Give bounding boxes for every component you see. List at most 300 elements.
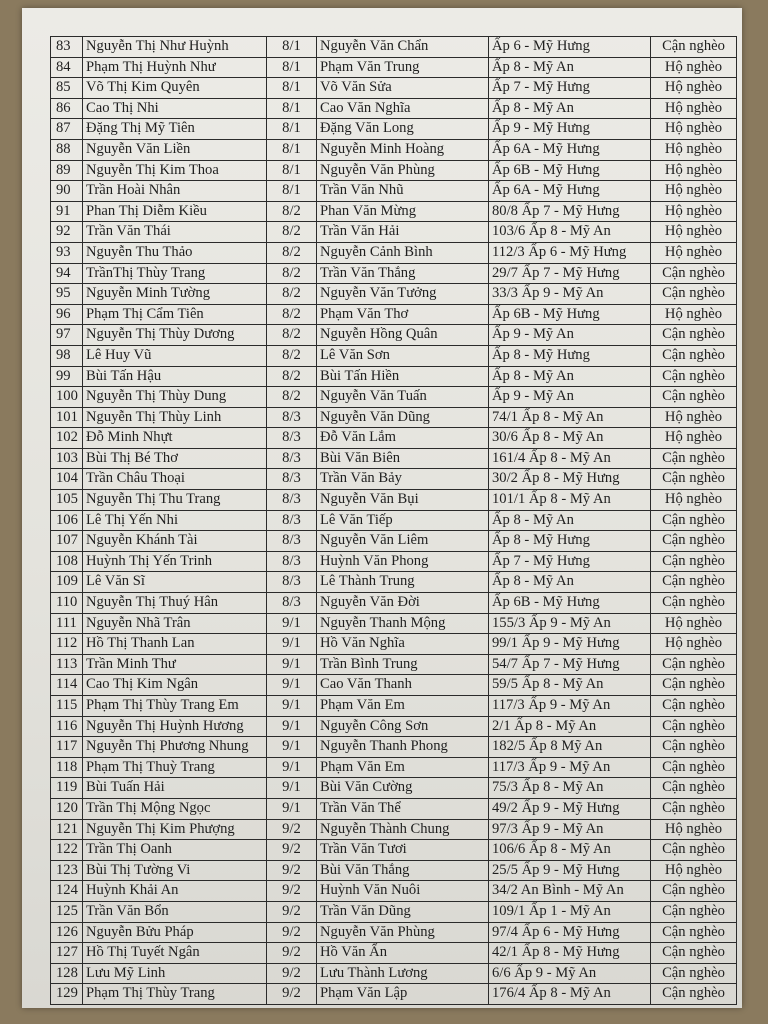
row-number: 126 — [51, 923, 83, 944]
student-name: Nguyễn Thị Thu Trang — [83, 490, 267, 511]
address: 109/1 Ấp 1 - Mỹ An — [489, 902, 651, 923]
class-date: 8/3 — [267, 572, 317, 593]
student-name: Bùi Tấn Hậu — [83, 367, 267, 388]
guardian-name: Trần Văn Bảy — [317, 469, 489, 490]
address: 99/1 Ấp 9 - Mỹ Hưng — [489, 634, 651, 655]
address: 117/3 Ấp 9 - Mỹ An — [489, 758, 651, 779]
household-status: Hộ nghèo — [651, 408, 737, 429]
student-name: Trần Minh Thư — [83, 655, 267, 676]
household-status: Cận nghèo — [651, 367, 737, 388]
table-row — [51, 202, 737, 223]
class-date: 9/2 — [267, 923, 317, 944]
household-status: Cận nghèo — [651, 325, 737, 346]
guardian-name: Đặng Văn Long — [317, 119, 489, 140]
class-date: 8/2 — [267, 202, 317, 223]
row-number: 109 — [51, 572, 83, 593]
address: 97/3 Ấp 9 - Mỹ An — [489, 820, 651, 841]
class-date: 9/1 — [267, 655, 317, 676]
class-date: 8/1 — [267, 37, 317, 58]
student-name: Phạm Thị Thuỳ Trang — [83, 758, 267, 779]
row-number: 117 — [51, 737, 83, 758]
household-status: Cận nghèo — [651, 902, 737, 923]
class-date: 9/2 — [267, 881, 317, 902]
student-name: Trần Thị Mộng Ngọc — [83, 799, 267, 820]
household-status: Hộ nghèo — [651, 305, 737, 326]
table-row — [51, 367, 737, 388]
row-number: 96 — [51, 305, 83, 326]
student-name: Hồ Thị Tuyết Ngân — [83, 943, 267, 964]
row-number: 128 — [51, 964, 83, 985]
student-name: Lê Huy Vũ — [83, 346, 267, 367]
class-date: 9/1 — [267, 614, 317, 635]
table-row — [51, 408, 737, 429]
class-date: 8/3 — [267, 469, 317, 490]
table-row — [51, 593, 737, 614]
class-date: 8/3 — [267, 511, 317, 532]
household-status: Cận nghèo — [651, 778, 737, 799]
class-date: 9/1 — [267, 675, 317, 696]
class-date: 8/1 — [267, 181, 317, 202]
household-status: Cận nghèo — [651, 717, 737, 738]
table-row — [51, 325, 737, 346]
address: 30/2 Ấp 8 - Mỹ Hưng — [489, 469, 651, 490]
student-name: Hồ Thị Thanh Lan — [83, 634, 267, 655]
table-row — [51, 984, 737, 1005]
address: Ấp 9 - Mỹ An — [489, 325, 651, 346]
address: 80/8 Ấp 7 - Mỹ Hưng — [489, 202, 651, 223]
row-number: 89 — [51, 161, 83, 182]
household-status: Cận nghèo — [651, 943, 737, 964]
row-number: 90 — [51, 181, 83, 202]
table-row — [51, 58, 737, 79]
student-name: Cao Thị Nhi — [83, 99, 267, 120]
table-row — [51, 119, 737, 140]
student-name: Lê Văn Sĩ — [83, 572, 267, 593]
guardian-name: Phạm Văn Trung — [317, 58, 489, 79]
row-number: 95 — [51, 284, 83, 305]
table-row — [51, 861, 737, 882]
student-name: Nguyễn Thu Thảo — [83, 243, 267, 264]
class-date: 8/2 — [267, 243, 317, 264]
address: Ấp 6A - Mỹ Hưng — [489, 140, 651, 161]
table-row — [51, 758, 737, 779]
household-status: Cận nghèo — [651, 881, 737, 902]
guardian-name: Trần Văn Thắng — [317, 264, 489, 285]
guardian-name: Nguyễn Văn Dũng — [317, 408, 489, 429]
row-number: 100 — [51, 387, 83, 408]
class-date: 8/1 — [267, 78, 317, 99]
paper-sheet — [22, 8, 742, 1008]
row-number: 104 — [51, 469, 83, 490]
table-row — [51, 614, 737, 635]
household-status: Hộ nghèo — [651, 140, 737, 161]
class-date: 9/2 — [267, 840, 317, 861]
row-number: 105 — [51, 490, 83, 511]
household-status: Hộ nghèo — [651, 614, 737, 635]
row-number: 107 — [51, 531, 83, 552]
student-name: Phạm Thị Thùy Trang Em — [83, 696, 267, 717]
guardian-name: Võ Văn Sửa — [317, 78, 489, 99]
table-row — [51, 140, 737, 161]
household-status: Cận nghèo — [651, 264, 737, 285]
row-number: 85 — [51, 78, 83, 99]
student-name: Lê Thị Yến Nhi — [83, 511, 267, 532]
table-row — [51, 284, 737, 305]
student-name: Huỳnh Khải An — [83, 881, 267, 902]
address: 161/4 Ấp 8 - Mỹ An — [489, 449, 651, 470]
row-number: 121 — [51, 820, 83, 841]
table-row — [51, 181, 737, 202]
row-number: 112 — [51, 634, 83, 655]
guardian-name: Huỳnh Văn Phong — [317, 552, 489, 573]
student-name: Nguyễn Thị Kim Phượng — [83, 820, 267, 841]
address: Ấp 6B - Mỹ Hưng — [489, 305, 651, 326]
class-date: 9/2 — [267, 964, 317, 985]
guardian-name: Lưu Thành Lương — [317, 964, 489, 985]
row-number: 91 — [51, 202, 83, 223]
table-row — [51, 881, 737, 902]
row-number: 118 — [51, 758, 83, 779]
row-number: 124 — [51, 881, 83, 902]
household-status: Hộ nghèo — [651, 99, 737, 120]
student-table — [50, 36, 737, 1005]
student-name: Nguyễn Thị Thùy Linh — [83, 408, 267, 429]
guardian-name: Cao Văn Nghĩa — [317, 99, 489, 120]
student-name: Nguyễn Văn Liền — [83, 140, 267, 161]
row-number: 115 — [51, 696, 83, 717]
household-status: Cận nghèo — [651, 675, 737, 696]
class-date: 9/1 — [267, 799, 317, 820]
household-status: Cận nghèo — [651, 655, 737, 676]
address: 103/6 Ấp 8 - Mỹ An — [489, 222, 651, 243]
table-row — [51, 717, 737, 738]
guardian-name: Nguyễn Văn Tưởng — [317, 284, 489, 305]
table-row — [51, 305, 737, 326]
row-number: 86 — [51, 99, 83, 120]
class-date: 9/1 — [267, 634, 317, 655]
household-status: Hộ nghèo — [651, 222, 737, 243]
row-number: 106 — [51, 511, 83, 532]
student-name: Đỗ Minh Nhựt — [83, 428, 267, 449]
table-row — [51, 37, 737, 58]
household-status: Hộ nghèo — [651, 161, 737, 182]
student-name: Trần Châu Thoại — [83, 469, 267, 490]
household-status: Cận nghèo — [651, 572, 737, 593]
class-date: 8/3 — [267, 552, 317, 573]
row-number: 102 — [51, 428, 83, 449]
address: Ấp 7 - Mỹ Hưng — [489, 552, 651, 573]
household-status: Hộ nghèo — [651, 181, 737, 202]
table-row — [51, 264, 737, 285]
guardian-name: Bùi Văn Cường — [317, 778, 489, 799]
table-row — [51, 552, 737, 573]
household-status: Hộ nghèo — [651, 428, 737, 449]
household-status: Cận nghèo — [651, 449, 737, 470]
guardian-name: Trần Bình Trung — [317, 655, 489, 676]
household-status: Cận nghèo — [651, 758, 737, 779]
student-name: Bùi Thị Bé Thơ — [83, 449, 267, 470]
student-name: Võ Thị Kim Quyên — [83, 78, 267, 99]
student-name: Nguyễn Thị Như Huỳnh — [83, 37, 267, 58]
address: Ấp 6B - Mỹ Hưng — [489, 593, 651, 614]
class-date: 8/2 — [267, 325, 317, 346]
table-row — [51, 675, 737, 696]
address: 42/1 Ấp 8 - Mỹ Hưng — [489, 943, 651, 964]
class-date: 8/1 — [267, 140, 317, 161]
row-number: 97 — [51, 325, 83, 346]
guardian-name: Nguyễn Thanh Mộng — [317, 614, 489, 635]
class-date: 9/1 — [267, 758, 317, 779]
row-number: 92 — [51, 222, 83, 243]
address: Ấp 7 - Mỹ Hưng — [489, 78, 651, 99]
student-name: Nguyễn Thị Thùy Dương — [83, 325, 267, 346]
address: 30/6 Ấp 8 - Mỹ An — [489, 428, 651, 449]
address: 49/2 Ấp 9 - Mỹ Hưng — [489, 799, 651, 820]
household-status: Cận nghèo — [651, 284, 737, 305]
class-date: 8/1 — [267, 119, 317, 140]
guardian-name: Cao Văn Thanh — [317, 675, 489, 696]
address: Ấp 8 - Mỹ Hưng — [489, 531, 651, 552]
table-row — [51, 387, 737, 408]
household-status: Cận nghèo — [651, 923, 737, 944]
row-number: 101 — [51, 408, 83, 429]
address: Ấp 8 - Mỹ An — [489, 572, 651, 593]
guardian-name: Trần Văn Tươi — [317, 840, 489, 861]
student-name: Phan Thị Diễm Kiều — [83, 202, 267, 223]
household-status: Cận nghèo — [651, 696, 737, 717]
guardian-name: Nguyễn Thanh Phong — [317, 737, 489, 758]
guardian-name: Nguyễn Văn Chẩn — [317, 37, 489, 58]
student-name: Phạm Thị Thùy Trang — [83, 984, 267, 1005]
class-date: 8/1 — [267, 58, 317, 79]
student-name: TrầnThị Thùy Trang — [83, 264, 267, 285]
student-name: Lưu Mỹ Linh — [83, 964, 267, 985]
table-row — [51, 655, 737, 676]
class-date: 8/1 — [267, 161, 317, 182]
address: Ấp 8 - Mỹ An — [489, 99, 651, 120]
student-name: Nguyễn Thị Thuý Hân — [83, 593, 267, 614]
address: 2/1 Ấp 8 - Mỹ An — [489, 717, 651, 738]
guardian-name: Trần Văn Thể — [317, 799, 489, 820]
table-row — [51, 161, 737, 182]
household-status: Cận nghèo — [651, 593, 737, 614]
table-row — [51, 99, 737, 120]
row-number: 113 — [51, 655, 83, 676]
address: Ấp 6 - Mỹ Hưng — [489, 37, 651, 58]
household-status: Hộ nghèo — [651, 243, 737, 264]
class-date: 9/1 — [267, 696, 317, 717]
address: 112/3 Ấp 6 - Mỹ Hưng — [489, 243, 651, 264]
guardian-name: Nguyễn Văn Phùng — [317, 161, 489, 182]
table-row — [51, 428, 737, 449]
household-status: Hộ nghèo — [651, 861, 737, 882]
student-name: Nguyễn Nhã Trân — [83, 614, 267, 635]
guardian-name: Nguyễn Văn Bụi — [317, 490, 489, 511]
class-date: 8/2 — [267, 387, 317, 408]
guardian-name: Đỗ Văn Lắm — [317, 428, 489, 449]
table-row — [51, 78, 737, 99]
class-date: 8/2 — [267, 346, 317, 367]
student-name: Phạm Thị Huỳnh Như — [83, 58, 267, 79]
guardian-name: Lê Thành Trung — [317, 572, 489, 593]
address: 33/3 Ấp 9 - Mỹ An — [489, 284, 651, 305]
student-name: Cao Thị Kim Ngân — [83, 675, 267, 696]
table-row — [51, 511, 737, 532]
guardian-name: Nguyễn Văn Tuấn — [317, 387, 489, 408]
household-status: Hộ nghèo — [651, 820, 737, 841]
address: Ấp 9 - Mỹ An — [489, 387, 651, 408]
table-row — [51, 243, 737, 264]
table-row — [51, 902, 737, 923]
row-number: 114 — [51, 675, 83, 696]
guardian-name: Lê Văn Tiếp — [317, 511, 489, 532]
row-number: 116 — [51, 717, 83, 738]
guardian-name: Trần Văn Nhũ — [317, 181, 489, 202]
household-status: Cận nghèo — [651, 964, 737, 985]
guardian-name: Nguyễn Văn Đời — [317, 593, 489, 614]
class-date: 8/3 — [267, 449, 317, 470]
address: Ấp 8 - Mỹ Hưng — [489, 346, 651, 367]
student-name: Nguyễn Minh Tường — [83, 284, 267, 305]
household-status: Cận nghèo — [651, 984, 737, 1005]
table-row — [51, 222, 737, 243]
address: Ấp 8 - Mỹ An — [489, 58, 651, 79]
guardian-name: Phạm Văn Lập — [317, 984, 489, 1005]
class-date: 8/2 — [267, 305, 317, 326]
row-number: 83 — [51, 37, 83, 58]
row-number: 129 — [51, 984, 83, 1005]
guardian-name: Phạm Văn Thơ — [317, 305, 489, 326]
address: 106/6 Ấp 8 - Mỹ An — [489, 840, 651, 861]
table-row — [51, 634, 737, 655]
row-number: 84 — [51, 58, 83, 79]
address: 101/1 Ấp 8 - Mỹ An — [489, 490, 651, 511]
address: 176/4 Ấp 8 - Mỹ An — [489, 984, 651, 1005]
address: 59/5 Ấp 8 - Mỹ An — [489, 675, 651, 696]
household-status: Hộ nghèo — [651, 202, 737, 223]
class-date: 8/2 — [267, 284, 317, 305]
class-date: 8/2 — [267, 222, 317, 243]
row-number: 93 — [51, 243, 83, 264]
guardian-name: Nguyễn Công Sơn — [317, 717, 489, 738]
household-status: Hộ nghèo — [651, 634, 737, 655]
class-date: 9/2 — [267, 984, 317, 1005]
class-date: 9/2 — [267, 943, 317, 964]
table-row — [51, 840, 737, 861]
guardian-name: Bùi Văn Thắng — [317, 861, 489, 882]
row-number: 123 — [51, 861, 83, 882]
address: 34/2 An Bình - Mỹ An — [489, 881, 651, 902]
guardian-name: Trần Văn Hải — [317, 222, 489, 243]
student-name: Phạm Thị Cẩm Tiên — [83, 305, 267, 326]
table-row — [51, 923, 737, 944]
class-date: 8/3 — [267, 490, 317, 511]
student-name: Nguyễn Thị Phương Nhung — [83, 737, 267, 758]
table-row — [51, 449, 737, 470]
row-number: 99 — [51, 367, 83, 388]
guardian-name: Bùi Văn Biên — [317, 449, 489, 470]
guardian-name: Lê Văn Sơn — [317, 346, 489, 367]
household-status: Cận nghèo — [651, 840, 737, 861]
table-row — [51, 572, 737, 593]
class-date: 8/3 — [267, 428, 317, 449]
student-name: Huỳnh Thị Yến Trinh — [83, 552, 267, 573]
table-row — [51, 346, 737, 367]
table-row — [51, 696, 737, 717]
guardian-name: Nguyễn Văn Liêm — [317, 531, 489, 552]
class-date: 8/3 — [267, 408, 317, 429]
guardian-name: Nguyễn Thành Chung — [317, 820, 489, 841]
student-name: Nguyễn Thị Huỳnh Hương — [83, 717, 267, 738]
address: 117/3 Ấp 9 - Mỹ An — [489, 696, 651, 717]
student-name: Trần Văn Bổn — [83, 902, 267, 923]
address: Ấp 6A - Mỹ Hưng — [489, 181, 651, 202]
address: 74/1 Ấp 8 - Mỹ An — [489, 408, 651, 429]
household-status: Cận nghèo — [651, 552, 737, 573]
table-row — [51, 531, 737, 552]
table-row — [51, 943, 737, 964]
guardian-name: Nguyễn Cảnh Bình — [317, 243, 489, 264]
class-date: 8/2 — [267, 367, 317, 388]
guardian-name: Hồ Văn Nghĩa — [317, 634, 489, 655]
class-date: 8/3 — [267, 531, 317, 552]
student-name: Trần Hoài Nhân — [83, 181, 267, 202]
guardian-name: Phan Văn Mừng — [317, 202, 489, 223]
household-status: Hộ nghèo — [651, 119, 737, 140]
student-name: Đặng Thị Mỹ Tiên — [83, 119, 267, 140]
guardian-name: Phạm Văn Em — [317, 758, 489, 779]
row-number: 110 — [51, 593, 83, 614]
guardian-name: Trần Văn Dũng — [317, 902, 489, 923]
guardian-name: Nguyễn Văn Phùng — [317, 923, 489, 944]
guardian-name: Hồ Văn Ẩn — [317, 943, 489, 964]
address: 155/3 Ấp 9 - Mỹ An — [489, 614, 651, 635]
address: Ấp 6B - Mỹ Hưng — [489, 161, 651, 182]
row-number: 122 — [51, 840, 83, 861]
class-date: 9/1 — [267, 717, 317, 738]
guardian-name: Nguyễn Minh Hoàng — [317, 140, 489, 161]
household-status: Cận nghèo — [651, 531, 737, 552]
row-number: 94 — [51, 264, 83, 285]
row-number: 88 — [51, 140, 83, 161]
address: 97/4 Ấp 6 - Mỹ Hưng — [489, 923, 651, 944]
household-status: Cận nghèo — [651, 799, 737, 820]
household-status: Hộ nghèo — [651, 58, 737, 79]
row-number: 87 — [51, 119, 83, 140]
class-date: 9/2 — [267, 902, 317, 923]
class-date: 9/1 — [267, 737, 317, 758]
address: Ấp 8 - Mỹ An — [489, 367, 651, 388]
class-date: 9/2 — [267, 820, 317, 841]
row-number: 103 — [51, 449, 83, 470]
student-name: Trần Văn Thái — [83, 222, 267, 243]
table-row — [51, 820, 737, 841]
class-date: 8/3 — [267, 593, 317, 614]
student-name: Nguyễn Bửu Pháp — [83, 923, 267, 944]
class-date: 9/1 — [267, 778, 317, 799]
student-name: Bùi Thị Tường Vi — [83, 861, 267, 882]
household-status: Cận nghèo — [651, 469, 737, 490]
household-status: Cận nghèo — [651, 737, 737, 758]
student-name: Nguyễn Thị Kim Thoa — [83, 161, 267, 182]
class-date: 9/2 — [267, 861, 317, 882]
address: Ấp 8 - Mỹ An — [489, 511, 651, 532]
row-number: 120 — [51, 799, 83, 820]
row-number: 127 — [51, 943, 83, 964]
class-date: 8/2 — [267, 264, 317, 285]
household-status: Hộ nghèo — [651, 490, 737, 511]
student-name: Nguyễn Thị Thùy Dung — [83, 387, 267, 408]
